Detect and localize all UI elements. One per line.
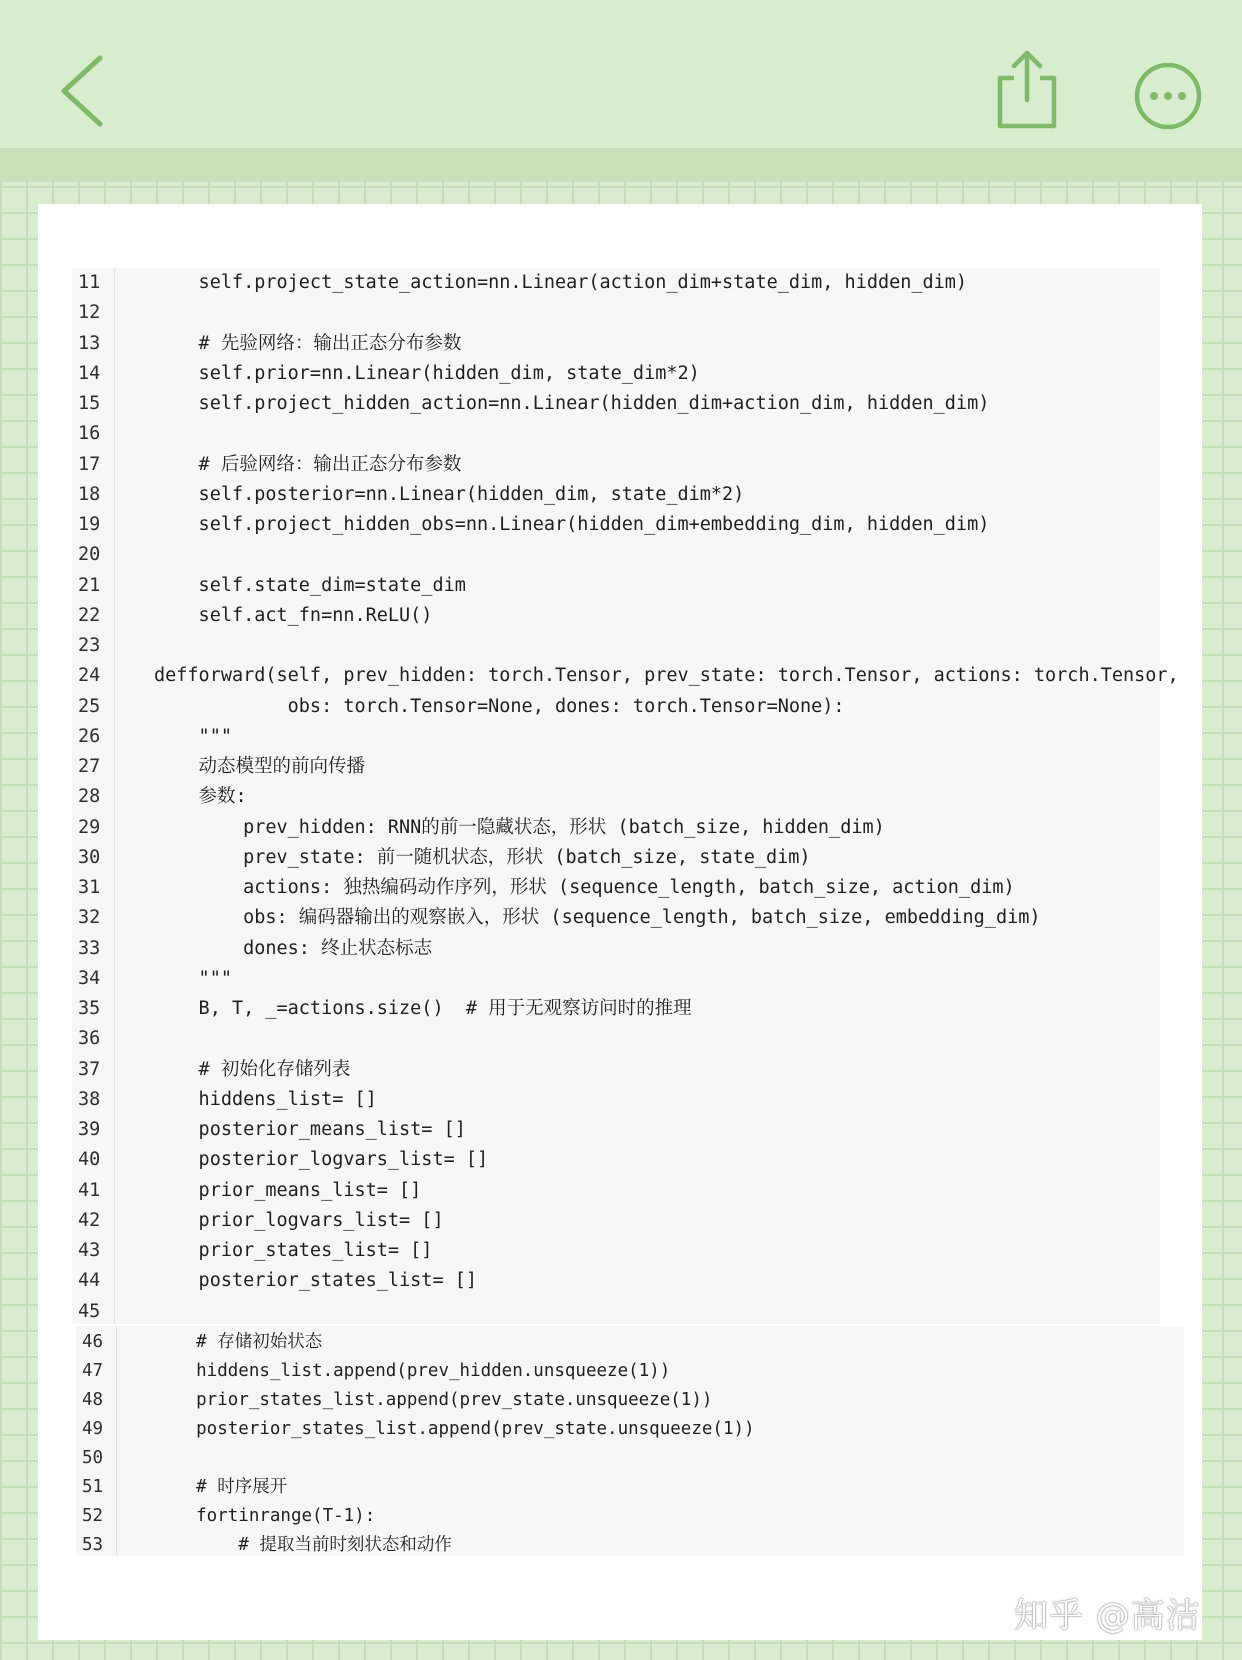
- line-number: 23: [78, 635, 101, 656]
- code-line: [72, 389, 1160, 419]
- line-number: 21: [78, 574, 101, 596]
- code-text: self.project_hidden_action=nn.Linear(hidden_dim+action_dim, hidden_dim): [154, 393, 990, 414]
- code-line: [72, 903, 1160, 933]
- line-number: 14: [78, 362, 101, 384]
- code-text: posterior_means_list= []: [154, 1119, 466, 1140]
- code-text: self.project_hidden_obs=nn.Linear(hidden_dim+embedding_dim, hidden_dim): [154, 514, 990, 535]
- line-number: 45: [78, 1300, 101, 1322]
- code-text: """: [154, 967, 232, 989]
- line-number: 24: [78, 665, 101, 687]
- code-text: B, T, _=actions.size() # 用于无观察访问时的推理: [154, 998, 692, 1019]
- more-horizontal-icon[interactable]: [1134, 62, 1202, 130]
- line-number: 35: [78, 998, 101, 1019]
- code-line: [72, 329, 1160, 359]
- code-line: [76, 1473, 1184, 1502]
- code-text: # 时序展开: [154, 1477, 288, 1497]
- line-number: 11: [78, 272, 101, 293]
- code-line: [72, 994, 1160, 1024]
- share-icon[interactable]: [996, 48, 1058, 130]
- code-line: [72, 1085, 1160, 1115]
- code-line: [72, 1145, 1160, 1175]
- code-line: [72, 813, 1160, 843]
- code-text: fortinrange(T-1):: [154, 1506, 376, 1526]
- line-number: 44: [78, 1270, 101, 1292]
- line-number: 53: [82, 1535, 104, 1555]
- code-line: [72, 601, 1160, 631]
- line-number: 25: [78, 695, 101, 717]
- top-navigation-bar: [0, 0, 1242, 148]
- code-line: [72, 873, 1160, 903]
- code-line: [72, 1297, 1160, 1327]
- code-text: # 存储初始状态: [154, 1332, 323, 1352]
- line-number: 43: [78, 1240, 101, 1261]
- line-number: 27: [78, 756, 101, 777]
- line-number: 16: [78, 423, 101, 445]
- line-number: 26: [78, 725, 101, 747]
- line-number: 41: [78, 1179, 101, 1201]
- code-text: hiddens_list= []: [154, 1088, 377, 1110]
- chevron-left-icon[interactable]: [58, 54, 108, 128]
- line-number: 31: [78, 877, 101, 898]
- topbar-divider-strip: [0, 148, 1242, 182]
- code-line: [72, 359, 1160, 389]
- line-number: 48: [82, 1390, 104, 1410]
- code-text: # 提取当前时刻状态和动作: [154, 1535, 452, 1555]
- code-line: [72, 1176, 1160, 1206]
- code-text: # 初始化存储列表: [154, 1058, 351, 1080]
- code-line: [72, 722, 1160, 752]
- code-line: [76, 1328, 1184, 1357]
- code-text: hiddens_list.append(prev_hidden.unsqueeze(1)): [154, 1361, 671, 1381]
- code-text: 动态模型的前向传播: [154, 756, 366, 777]
- code-text: posterior_logvars_list= []: [154, 1149, 489, 1171]
- code-text: # 先验网络：输出正态分布参数: [154, 332, 462, 354]
- code-text: posterior_states_list.append(prev_state.unsqueeze(1)): [154, 1419, 755, 1439]
- line-number: 52: [82, 1506, 104, 1526]
- code-line: [76, 1531, 1184, 1560]
- line-number: 37: [78, 1058, 101, 1080]
- code-text: self.prior=nn.Linear(hidden_dim, state_dim*2): [154, 362, 700, 384]
- line-number: 42: [78, 1209, 101, 1231]
- code-line: [72, 1266, 1160, 1296]
- code-line: [72, 631, 1160, 661]
- code-text: prior_logvars_list= []: [154, 1209, 444, 1231]
- line-number: 36: [78, 1028, 101, 1050]
- code-line: [72, 540, 1160, 570]
- code-line: [72, 268, 1160, 298]
- line-number: 13: [78, 332, 101, 354]
- code-line: [72, 450, 1160, 480]
- code-line: [72, 510, 1160, 540]
- code-line: [72, 571, 1160, 601]
- code-block-continued: [76, 1326, 1184, 1556]
- code-line: [72, 1115, 1160, 1145]
- code-line: [72, 1236, 1160, 1266]
- line-number: 34: [78, 967, 101, 989]
- code-text: dones: 终止状态标志: [154, 937, 433, 959]
- code-text: prev_hidden: RNN的前一隐藏状态，形状 (batch_size, hidden_dim): [154, 816, 885, 838]
- code-line: [76, 1444, 1184, 1473]
- line-number: 49: [82, 1419, 104, 1439]
- code-line: [72, 298, 1160, 328]
- line-number: 19: [78, 514, 101, 535]
- code-text: prev_state: 前一随机状态，形状 (batch_size, state_dim): [154, 846, 811, 868]
- code-line: [72, 419, 1160, 449]
- code-line: [72, 843, 1160, 873]
- code-text: obs: torch.Tensor=None, dones: torch.Tensor=None):: [154, 695, 845, 717]
- line-number: 28: [78, 786, 101, 808]
- line-number: 20: [78, 544, 101, 566]
- line-number: 46: [82, 1332, 104, 1352]
- code-line: [72, 964, 1160, 994]
- code-line: [72, 782, 1160, 812]
- code-text: prior_states_list.append(prev_state.unsqueeze(1)): [154, 1390, 713, 1410]
- code-line: [76, 1415, 1184, 1444]
- code-text: defforward(self, prev_hidden: torch.Tensor, prev_state: torch.Tensor, actions: torch.Tensor,: [154, 665, 1179, 687]
- code-text: obs: 编码器输出的观察嵌入，形状 (sequence_length, batch_size, embedding_dim): [154, 907, 1041, 929]
- line-number: 15: [78, 393, 101, 414]
- code-text: """: [154, 725, 232, 747]
- code-text: 参数:: [154, 786, 247, 808]
- line-number: 32: [78, 907, 101, 929]
- watermark: 知乎 @高洁: [1014, 1596, 1201, 1636]
- code-line: [72, 1024, 1160, 1054]
- line-number: 47: [82, 1361, 104, 1381]
- code-line: [72, 752, 1160, 782]
- code-line: [72, 661, 1179, 691]
- code-line: [72, 480, 1160, 510]
- code-text: # 后验网络：输出正态分布参数: [154, 453, 462, 475]
- code-text: posterior_states_list= []: [154, 1270, 478, 1292]
- line-number: 29: [78, 816, 101, 838]
- code-line: [76, 1357, 1184, 1386]
- code-text: prior_means_list= []: [154, 1179, 422, 1201]
- code-line: [72, 1206, 1160, 1236]
- code-block: [72, 268, 1179, 1324]
- line-number: 12: [78, 302, 101, 324]
- code-line: [72, 934, 1160, 964]
- code-text: prior_states_list= []: [154, 1240, 433, 1261]
- code-text: actions: 独热编码动作序列，形状 (sequence_length, batch_size, action_dim): [154, 877, 1015, 898]
- code-text: self.project_state_action=nn.Linear(action_dim+state_dim, hidden_dim): [154, 272, 968, 293]
- line-number: 51: [82, 1477, 104, 1497]
- code-text: self.state_dim=state_dim: [154, 574, 466, 596]
- line-number: 38: [78, 1088, 101, 1110]
- code-line: [72, 1055, 1160, 1085]
- line-number: 18: [78, 483, 101, 505]
- line-number: 50: [82, 1448, 104, 1468]
- code-line: [72, 692, 1160, 722]
- code-line: [76, 1502, 1184, 1531]
- line-number: 39: [78, 1119, 101, 1140]
- line-number: 40: [78, 1149, 101, 1171]
- line-number: 22: [78, 604, 101, 626]
- code-text: self.posterior=nn.Linear(hidden_dim, state_dim*2): [154, 483, 745, 505]
- code-text: self.act_fn=nn.ReLU(): [154, 604, 433, 626]
- line-number: 17: [78, 453, 101, 475]
- code-line: [76, 1386, 1184, 1415]
- line-number: 30: [78, 846, 101, 868]
- line-number: 33: [78, 937, 101, 959]
